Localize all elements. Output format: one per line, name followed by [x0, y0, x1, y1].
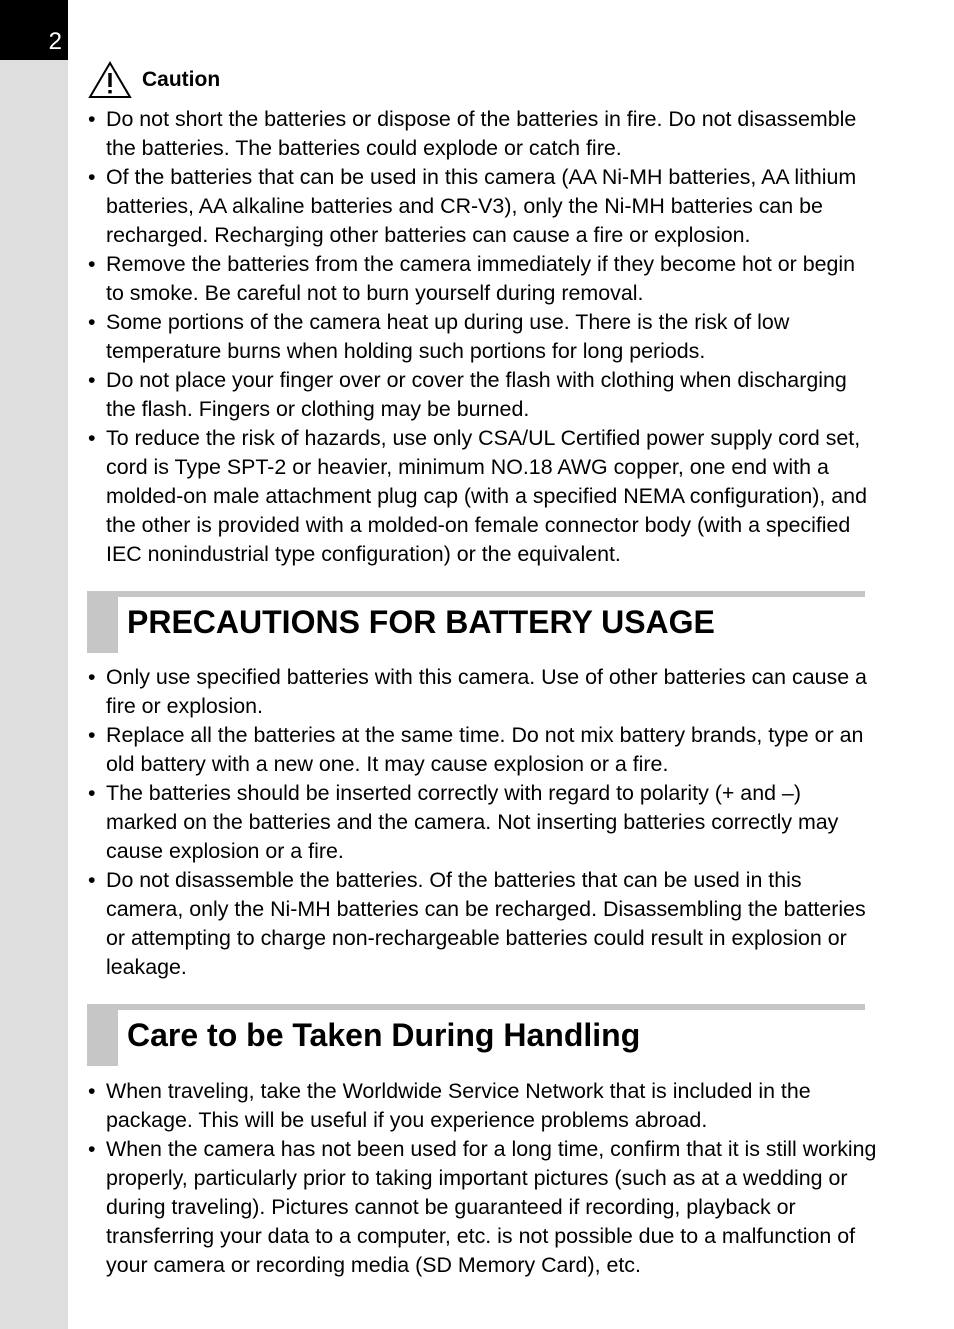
- page-number: 2: [48, 28, 62, 55]
- list-item: • When the camera has not been used for a long time, confirm that it is still working properly, particularly prior to taking important pictures (such as at a wedding or during traveling). Pictures cannot be guaranteed if recording, playback or transferring your data to a computer, etc. is not possible due to a malfunction of your camera or recording media (SD Memory Card), etc.: [88, 1135, 878, 1280]
- list-item: • Only use specified batteries with this camera. Use of other batteries can cause a fire or explosion.: [88, 663, 878, 721]
- battery-precautions-list: [88, 663, 878, 982]
- section-marker-bar: [87, 1004, 118, 1066]
- warning-triangle-icon: [88, 61, 132, 99]
- side-margin-strip: [0, 0, 68, 1329]
- caution-header: [88, 60, 220, 100]
- section-rule: [87, 1004, 865, 1010]
- list-item: • Do not short the batteries or dispose of the batteries in fire. Do not disassemble the batteries. The batteries could explode or catch fire.: [88, 105, 878, 163]
- list-item: • Do not place your finger over or cover the flash with clothing when discharging the flash. Fingers or clothing may be burned.: [88, 366, 878, 424]
- list-item: • Do not disassemble the batteries. Of the batteries that can be used in this camera, only the Ni-MH batteries can be recharged. Disassembling the batteries or attempting to charge non-rechargeable batteries could result in explosion or leakage.: [88, 866, 878, 982]
- handling-section-heading: Care to be Taken During Handling: [127, 1017, 641, 1053]
- list-item: • To reduce the risk of hazards, use only CSA/UL Certified power supply cord set, cord is Type SPT-2 or heavier, minimum NO.18 AWG copper, one end with a molded-on male attachment plug cap (with a specified NEMA configuration), and the other is provided with a molded-on female connector body (with a specified IEC nonindustrial type configuration) or the equivalent.: [88, 424, 878, 569]
- caution-title: Caution: [142, 68, 221, 91]
- battery-section-header: [87, 591, 865, 653]
- handling-list: [88, 1077, 878, 1280]
- battery-section-heading: PRECAUTIONS FOR BATTERY USAGE: [127, 604, 715, 640]
- section-rule: [87, 591, 865, 597]
- list-item: • Replace all the batteries at the same time. Do not mix battery brands, type or an old battery with a new one. It may cause explosion or a fire.: [88, 721, 878, 779]
- handling-section-header: [87, 1004, 865, 1066]
- section-marker-bar: [87, 591, 118, 653]
- list-item: • Remove the batteries from the camera immediately if they become hot or begin to smoke. Be careful not to burn yourself during removal.: [88, 250, 878, 308]
- list-item: • The batteries should be inserted correctly with regard to polarity (+ and –) marked on the batteries and the camera. Not inserting batteries correctly may cause explosion or a fire.: [88, 779, 878, 866]
- list-item: • When traveling, take the Worldwide Service Network that is included in the package. This will be useful if you experience problems abroad.: [88, 1077, 878, 1135]
- caution-list: [88, 105, 878, 569]
- list-item: • Some portions of the camera heat up during use. There is the risk of low temperature burns when holding such portions for long periods.: [88, 308, 878, 366]
- list-item: • Of the batteries that can be used in this camera (AA Ni-MH batteries, AA lithium batteries, AA alkaline batteries and CR-V3), only the Ni-MH batteries can be recharged. Recharging other batteries can cause a fire or explosion.: [88, 163, 878, 250]
- page-number-tab: [0, 0, 68, 60]
